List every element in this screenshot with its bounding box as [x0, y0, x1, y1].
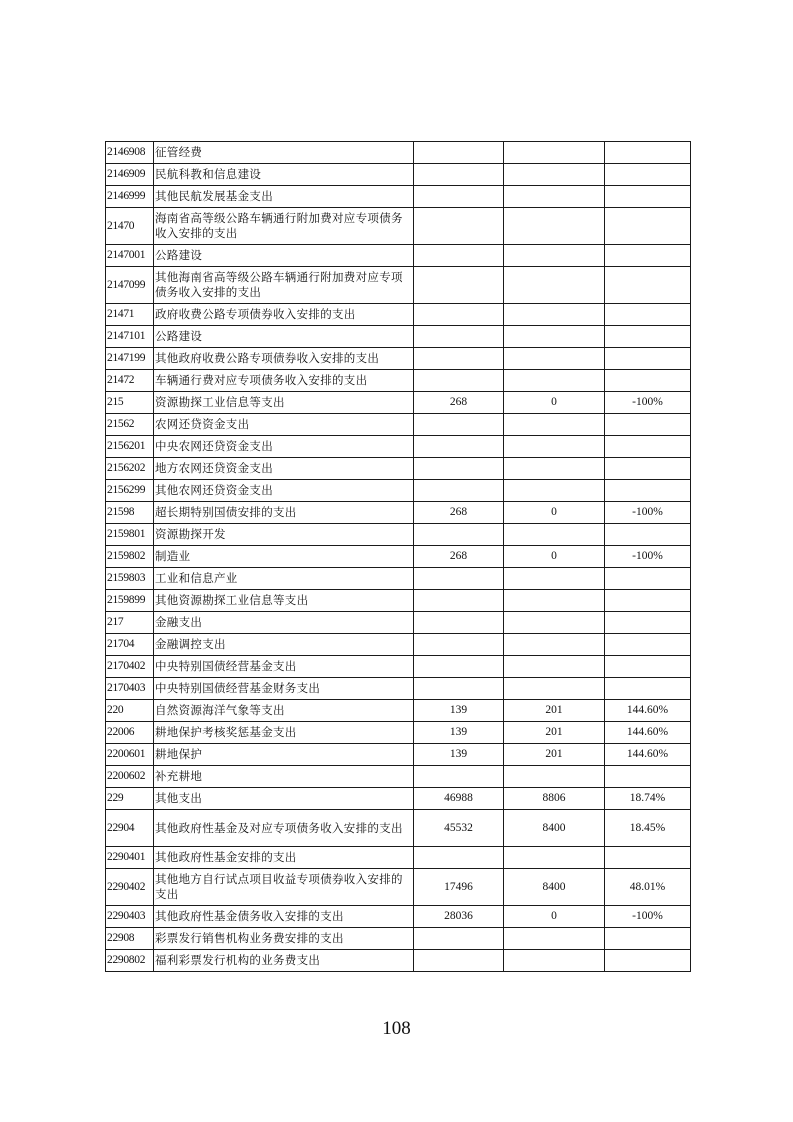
code-cell: 2159803	[106, 568, 154, 590]
value-cell-2	[504, 524, 605, 546]
table-row	[106, 164, 691, 186]
value-cell-1	[414, 847, 504, 869]
value-cell-1: 139	[414, 722, 504, 744]
name-cell: 其他政府收费公路专项债券收入安排的支出	[154, 348, 414, 370]
name-cell: 中央特别国债经营基金支出	[154, 656, 414, 678]
code-cell: 21704	[106, 634, 154, 656]
value-cell-2: 201	[504, 722, 605, 744]
value-cell-1	[414, 142, 504, 164]
value-cell-1	[414, 208, 504, 245]
value-cell-3	[605, 436, 691, 458]
name-cell: 耕地保护	[154, 744, 414, 766]
table-row	[106, 326, 691, 348]
name-cell: 民航科教和信息建设	[154, 164, 414, 186]
value-cell-2	[504, 766, 605, 788]
value-cell-2: 0	[504, 392, 605, 414]
table-row	[106, 722, 691, 744]
value-cell-2	[504, 480, 605, 502]
value-cell-1	[414, 164, 504, 186]
code-cell: 2200602	[106, 766, 154, 788]
value-cell-1	[414, 656, 504, 678]
value-cell-3	[605, 928, 691, 950]
value-cell-1: 45532	[414, 810, 504, 847]
table-row	[106, 568, 691, 590]
value-cell-2	[504, 142, 605, 164]
table-row	[106, 788, 691, 810]
name-cell: 资源勘探开发	[154, 524, 414, 546]
value-cell-2: 0	[504, 546, 605, 568]
budget-table	[105, 141, 691, 972]
value-cell-1	[414, 928, 504, 950]
code-cell: 229	[106, 788, 154, 810]
code-cell: 21598	[106, 502, 154, 524]
value-cell-3	[605, 634, 691, 656]
value-cell-3: -100%	[605, 546, 691, 568]
name-cell: 金融调控支出	[154, 634, 414, 656]
value-cell-3: -100%	[605, 392, 691, 414]
table-row	[106, 869, 691, 906]
value-cell-3: 48.01%	[605, 869, 691, 906]
value-cell-2: 8400	[504, 869, 605, 906]
name-cell: 征管经费	[154, 142, 414, 164]
value-cell-1	[414, 348, 504, 370]
value-cell-2	[504, 414, 605, 436]
value-cell-2: 201	[504, 744, 605, 766]
name-cell: 其他政府性基金安排的支出	[154, 847, 414, 869]
value-cell-1	[414, 678, 504, 700]
table-row	[106, 590, 691, 612]
value-cell-1	[414, 612, 504, 634]
value-cell-1	[414, 766, 504, 788]
code-cell: 21471	[106, 304, 154, 326]
name-cell: 其他支出	[154, 788, 414, 810]
table-row	[106, 502, 691, 524]
value-cell-3	[605, 304, 691, 326]
name-cell: 其他政府性基金债务收入安排的支出	[154, 906, 414, 928]
table-row	[106, 186, 691, 208]
value-cell-2	[504, 928, 605, 950]
name-cell: 超长期特别国债安排的支出	[154, 502, 414, 524]
value-cell-3	[605, 480, 691, 502]
value-cell-3	[605, 164, 691, 186]
value-cell-3	[605, 245, 691, 267]
table-row	[106, 847, 691, 869]
value-cell-1: 268	[414, 502, 504, 524]
name-cell: 农网还贷资金支出	[154, 414, 414, 436]
value-cell-3	[605, 348, 691, 370]
value-cell-2: 0	[504, 906, 605, 928]
name-cell: 地方农网还贷资金支出	[154, 458, 414, 480]
code-cell: 2156202	[106, 458, 154, 480]
value-cell-2: 201	[504, 700, 605, 722]
value-cell-2	[504, 348, 605, 370]
name-cell: 工业和信息产业	[154, 568, 414, 590]
code-cell: 2159801	[106, 524, 154, 546]
value-cell-3	[605, 950, 691, 972]
value-cell-2	[504, 656, 605, 678]
code-cell: 2147001	[106, 245, 154, 267]
table-row	[106, 546, 691, 568]
value-cell-1	[414, 524, 504, 546]
value-cell-2: 8806	[504, 788, 605, 810]
name-cell: 其他资源勘探工业信息等支出	[154, 590, 414, 612]
code-cell: 2290402	[106, 869, 154, 906]
value-cell-3	[605, 524, 691, 546]
value-cell-1: 17496	[414, 869, 504, 906]
code-cell: 2170403	[106, 678, 154, 700]
name-cell: 彩票发行销售机构业务费安排的支出	[154, 928, 414, 950]
table-row	[106, 348, 691, 370]
value-cell-2	[504, 590, 605, 612]
table-row	[106, 766, 691, 788]
code-cell: 2290401	[106, 847, 154, 869]
value-cell-3	[605, 847, 691, 869]
value-cell-2	[504, 950, 605, 972]
table-row	[106, 656, 691, 678]
value-cell-3: 144.60%	[605, 700, 691, 722]
value-cell-2	[504, 326, 605, 348]
table-row	[106, 906, 691, 928]
value-cell-3	[605, 208, 691, 245]
name-cell: 补充耕地	[154, 766, 414, 788]
code-cell: 2156201	[106, 436, 154, 458]
value-cell-1: 46988	[414, 788, 504, 810]
value-cell-1	[414, 568, 504, 590]
value-cell-3: 18.74%	[605, 788, 691, 810]
value-cell-1: 268	[414, 392, 504, 414]
table-row	[106, 810, 691, 847]
name-cell: 海南省高等级公路车辆通行附加费对应专项债务收入安排的支出	[154, 208, 414, 245]
value-cell-3	[605, 186, 691, 208]
value-cell-2	[504, 245, 605, 267]
value-cell-3	[605, 590, 691, 612]
name-cell: 金融支出	[154, 612, 414, 634]
value-cell-2: 8400	[504, 810, 605, 847]
value-cell-3	[605, 656, 691, 678]
value-cell-1	[414, 245, 504, 267]
value-cell-2	[504, 678, 605, 700]
value-cell-1: 268	[414, 546, 504, 568]
table-row	[106, 245, 691, 267]
name-cell: 其他海南省高等级公路车辆通行附加费对应专项债务收入安排的支出	[154, 267, 414, 304]
code-cell: 22904	[106, 810, 154, 847]
value-cell-3	[605, 458, 691, 480]
code-cell: 215	[106, 392, 154, 414]
code-cell: 2290403	[106, 906, 154, 928]
code-cell: 21470	[106, 208, 154, 245]
value-cell-3	[605, 612, 691, 634]
table-row	[106, 744, 691, 766]
value-cell-3: 144.60%	[605, 744, 691, 766]
value-cell-3	[605, 370, 691, 392]
value-cell-1	[414, 458, 504, 480]
table-row	[106, 208, 691, 245]
table-row	[106, 414, 691, 436]
value-cell-3	[605, 142, 691, 164]
name-cell: 制造业	[154, 546, 414, 568]
value-cell-2	[504, 208, 605, 245]
value-cell-2: 0	[504, 502, 605, 524]
value-cell-1	[414, 634, 504, 656]
name-cell: 福利彩票发行机构的业务费支出	[154, 950, 414, 972]
code-cell: 2147199	[106, 348, 154, 370]
table-row	[106, 458, 691, 480]
name-cell: 车辆通行费对应专项债务收入安排的支出	[154, 370, 414, 392]
name-cell: 自然资源海洋气象等支出	[154, 700, 414, 722]
code-cell: 21562	[106, 414, 154, 436]
value-cell-3	[605, 414, 691, 436]
code-cell: 220	[106, 700, 154, 722]
table-row	[106, 392, 691, 414]
value-cell-2	[504, 164, 605, 186]
page-number: 108	[382, 1018, 411, 1039]
code-cell: 2146908	[106, 142, 154, 164]
name-cell: 其他农网还贷资金支出	[154, 480, 414, 502]
code-cell: 2147101	[106, 326, 154, 348]
code-cell: 22006	[106, 722, 154, 744]
value-cell-1: 139	[414, 744, 504, 766]
name-cell: 公路建设	[154, 326, 414, 348]
name-cell: 中央农网还贷资金支出	[154, 436, 414, 458]
value-cell-1: 139	[414, 700, 504, 722]
name-cell: 资源勘探工业信息等支出	[154, 392, 414, 414]
code-cell: 2146909	[106, 164, 154, 186]
value-cell-2	[504, 370, 605, 392]
table-row	[106, 267, 691, 304]
value-cell-2	[504, 304, 605, 326]
value-cell-1	[414, 414, 504, 436]
value-cell-3	[605, 326, 691, 348]
table-row	[106, 142, 691, 164]
table-row	[106, 612, 691, 634]
name-cell: 其他政府性基金及对应专项债务收入安排的支出	[154, 810, 414, 847]
table-row	[106, 700, 691, 722]
code-cell: 21472	[106, 370, 154, 392]
table-row	[106, 304, 691, 326]
value-cell-3	[605, 678, 691, 700]
value-cell-1	[414, 186, 504, 208]
table-row	[106, 524, 691, 546]
code-cell: 2147099	[106, 267, 154, 304]
name-cell: 其他民航发展基金支出	[154, 186, 414, 208]
value-cell-1	[414, 590, 504, 612]
value-cell-2	[504, 267, 605, 304]
value-cell-2	[504, 436, 605, 458]
table-row	[106, 678, 691, 700]
name-cell: 中央特别国债经营基金财务支出	[154, 678, 414, 700]
value-cell-1	[414, 370, 504, 392]
name-cell: 耕地保护考核奖惩基金支出	[154, 722, 414, 744]
value-cell-1	[414, 950, 504, 972]
table-row	[106, 950, 691, 972]
value-cell-3: -100%	[605, 502, 691, 524]
name-cell: 公路建设	[154, 245, 414, 267]
value-cell-3: -100%	[605, 906, 691, 928]
value-cell-1: 28036	[414, 906, 504, 928]
value-cell-3: 144.60%	[605, 722, 691, 744]
value-cell-1	[414, 480, 504, 502]
code-cell: 2200601	[106, 744, 154, 766]
table-body	[106, 142, 691, 972]
value-cell-1	[414, 304, 504, 326]
code-cell: 2159899	[106, 590, 154, 612]
value-cell-1	[414, 267, 504, 304]
table-row	[106, 370, 691, 392]
table-row	[106, 480, 691, 502]
code-cell: 2170402	[106, 656, 154, 678]
table-row	[106, 634, 691, 656]
value-cell-3	[605, 267, 691, 304]
code-cell: 2290802	[106, 950, 154, 972]
table-row	[106, 928, 691, 950]
code-cell: 2159802	[106, 546, 154, 568]
value-cell-1	[414, 436, 504, 458]
value-cell-2	[504, 458, 605, 480]
value-cell-2	[504, 612, 605, 634]
value-cell-2	[504, 186, 605, 208]
value-cell-2	[504, 634, 605, 656]
value-cell-2	[504, 568, 605, 590]
value-cell-3: 18.45%	[605, 810, 691, 847]
table-row	[106, 436, 691, 458]
value-cell-3	[605, 568, 691, 590]
code-cell: 2156299	[106, 480, 154, 502]
value-cell-3	[605, 766, 691, 788]
value-cell-2	[504, 847, 605, 869]
code-cell: 2146999	[106, 186, 154, 208]
code-cell: 217	[106, 612, 154, 634]
code-cell: 22908	[106, 928, 154, 950]
value-cell-1	[414, 326, 504, 348]
name-cell: 其他地方自行试点项目收益专项债券收入安排的支出	[154, 869, 414, 906]
name-cell: 政府收费公路专项债券收入安排的支出	[154, 304, 414, 326]
